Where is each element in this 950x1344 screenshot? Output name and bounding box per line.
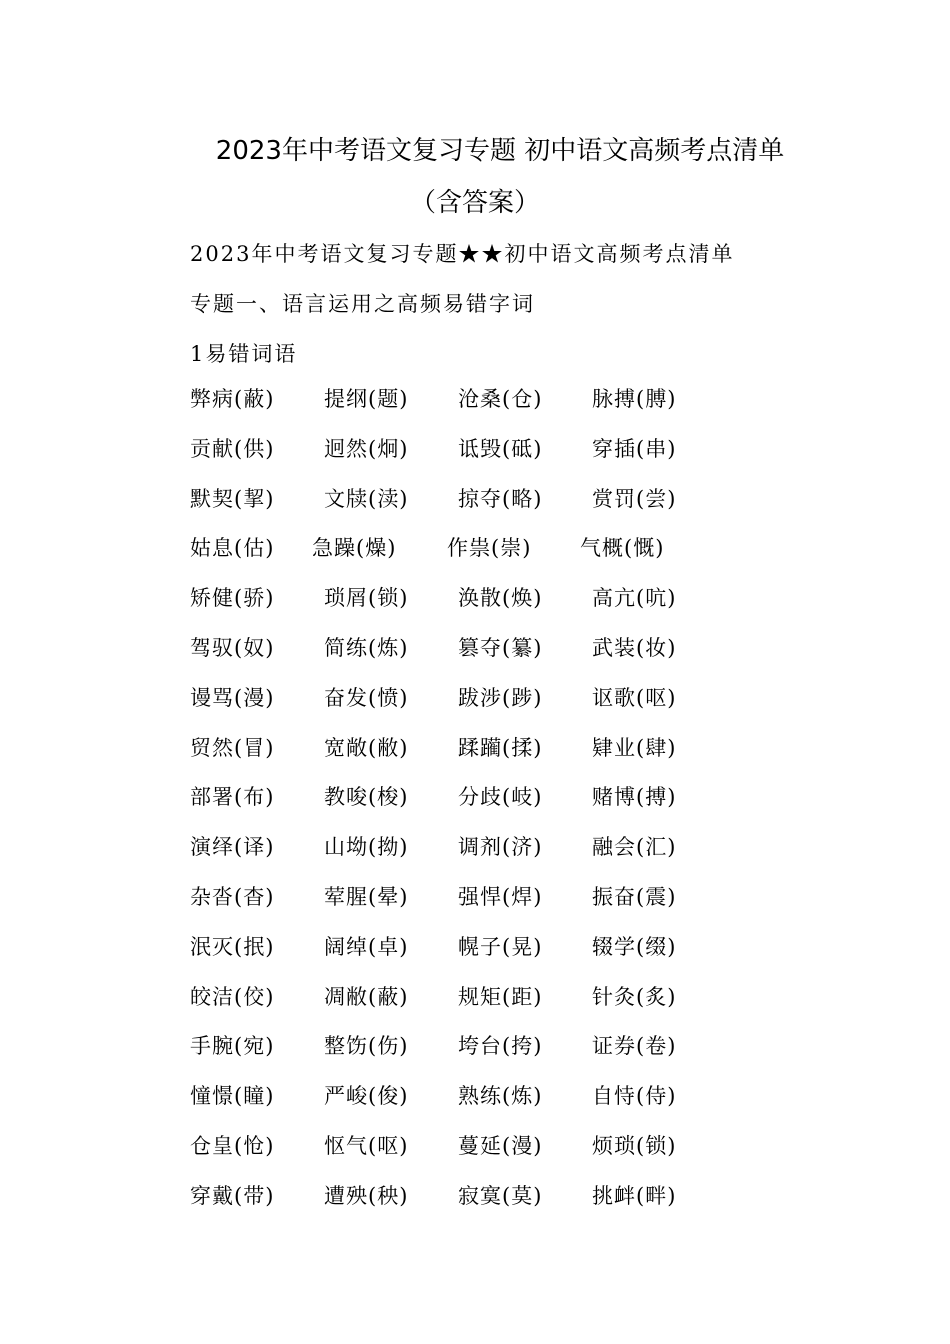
word-row (190, 532, 830, 582)
word-entry: 文牍(渎) (324, 486, 409, 511)
word-entry: 皎洁(佼) (190, 984, 275, 1009)
word-entry: 讴歌(呕) (592, 685, 677, 710)
word-entry: 迥然(炯) (324, 436, 409, 461)
word-entry: 遭殃(秧) (324, 1183, 409, 1208)
word-entry: 杂沓(杳) (190, 884, 275, 909)
word-entry: 严峻(俊) (324, 1084, 409, 1109)
word-entry: 部署(布) (190, 785, 275, 810)
word-row (190, 383, 830, 433)
word-entry: 挑衅(畔) (592, 1183, 677, 1208)
word-entry: 手腕(宛) (190, 1034, 275, 1059)
word-entry: 辍学(缀) (592, 934, 677, 959)
word-entry: 沧桑(仓) (458, 387, 543, 411)
word-entry: 蔓延(漫) (458, 1133, 543, 1158)
word-entry: 穿插(串) (592, 436, 677, 461)
word-row (190, 1030, 830, 1080)
word-entry: 蹂躏(揉) (458, 735, 543, 760)
word-row (190, 981, 830, 1031)
word-entry: 教唆(梭) (324, 785, 409, 810)
word-entry: 垮台(挎) (458, 1034, 543, 1059)
word-entry: 贸然(冒) (190, 735, 275, 760)
word-entry: 演绎(译) (190, 835, 275, 860)
word-entry: 简练(炼) (324, 635, 409, 660)
word-entry: 宽敞(敝) (324, 735, 409, 760)
word-entry: 幌子(晃) (458, 934, 543, 959)
word-entry: 阔绰(卓) (324, 934, 409, 959)
word-entry: 提纲(题) (324, 387, 409, 411)
word-entry: 驾驭(奴) (190, 635, 275, 660)
word-entry: 针灸(炙) (592, 984, 677, 1009)
word-entry: 作祟(崇) (447, 536, 532, 561)
document-title: 2023年中考语文复习专题 初中语文高频考点清单 (215, 136, 785, 166)
word-row (190, 1180, 830, 1230)
word-entry: 赌博(搏) (592, 785, 677, 810)
word-entry: 泯灭(抿) (190, 934, 275, 959)
word-entry: 熟练(炼) (458, 1084, 543, 1109)
word-entry: 掠夺(略) (458, 486, 543, 511)
word-entry: 贡献(供) (190, 436, 275, 461)
word-entry: 怄气(呕) (324, 1133, 409, 1158)
word-row (190, 1080, 830, 1130)
word-entry: 涣散(焕) (458, 586, 543, 611)
word-entry: 分歧(岐) (458, 785, 543, 810)
word-entry: 憧憬(瞳) (190, 1084, 275, 1109)
word-entry: 规矩(距) (458, 984, 543, 1009)
word-entry: 姑息(估) (190, 536, 275, 561)
word-entry: 振奋(震) (592, 884, 677, 909)
word-entry: 荤腥(晕) (324, 884, 409, 909)
word-entry: 矫健(骄) (190, 586, 275, 611)
word-entry: 琐屑(锁) (324, 586, 409, 611)
word-row (190, 881, 830, 931)
word-entry: 弊病(蔽) (190, 387, 275, 411)
word-row (190, 831, 830, 881)
word-row (190, 582, 830, 632)
word-entry: 凋敝(蔽) (324, 984, 409, 1009)
word-row (190, 732, 830, 782)
word-entry: 急躁(燥) (312, 536, 397, 561)
word-entry: 肄业(肆) (592, 735, 677, 760)
word-entry: 篡夺(纂) (458, 635, 543, 660)
document-title-note: （含答案） (409, 188, 540, 218)
word-entry: 诋毁(砥) (458, 436, 543, 461)
section-heading: 专题一、语言运用之高频易错字词 (190, 292, 535, 316)
word-entry: 仓皇(怆) (190, 1133, 275, 1158)
word-row (190, 433, 830, 483)
subtitle-line: 2023年中考语文复习专题★★初中语文高频考点清单 (190, 242, 735, 266)
word-entry: 穿戴(带) (190, 1183, 275, 1208)
word-entry: 调剂(济) (458, 835, 543, 860)
subsection-heading: 1易错词语 (190, 342, 298, 366)
word-entry: 奋发(愤) (324, 685, 409, 710)
word-entry: 跋涉(踄) (458, 685, 543, 710)
word-row (190, 682, 830, 732)
word-entry: 强悍(焊) (458, 884, 543, 909)
word-entry: 脉搏(膊) (592, 387, 677, 411)
word-row (190, 483, 830, 533)
word-entry: 自恃(侍) (592, 1084, 677, 1109)
word-entry: 寂寞(莫) (458, 1183, 543, 1208)
word-row (190, 931, 830, 981)
word-entry: 烦琐(锁) (592, 1133, 677, 1158)
word-entry: 谩骂(漫) (190, 685, 275, 710)
word-entry: 默契(挈) (190, 486, 275, 511)
word-entry: 整饬(伤) (324, 1034, 409, 1059)
word-entry: 赏罚(尝) (592, 486, 677, 511)
word-row (190, 781, 830, 831)
word-entry: 高亢(吭) (592, 586, 677, 611)
word-entry: 山坳(拗) (324, 835, 409, 860)
word-entry: 气概(慨) (580, 536, 665, 561)
word-entry: 融会(汇) (592, 835, 677, 860)
word-entry: 证券(卷) (592, 1034, 677, 1059)
word-entry: 武装(妆) (592, 635, 677, 660)
word-row (190, 1130, 830, 1180)
word-list (190, 383, 830, 1230)
word-row (190, 632, 830, 682)
